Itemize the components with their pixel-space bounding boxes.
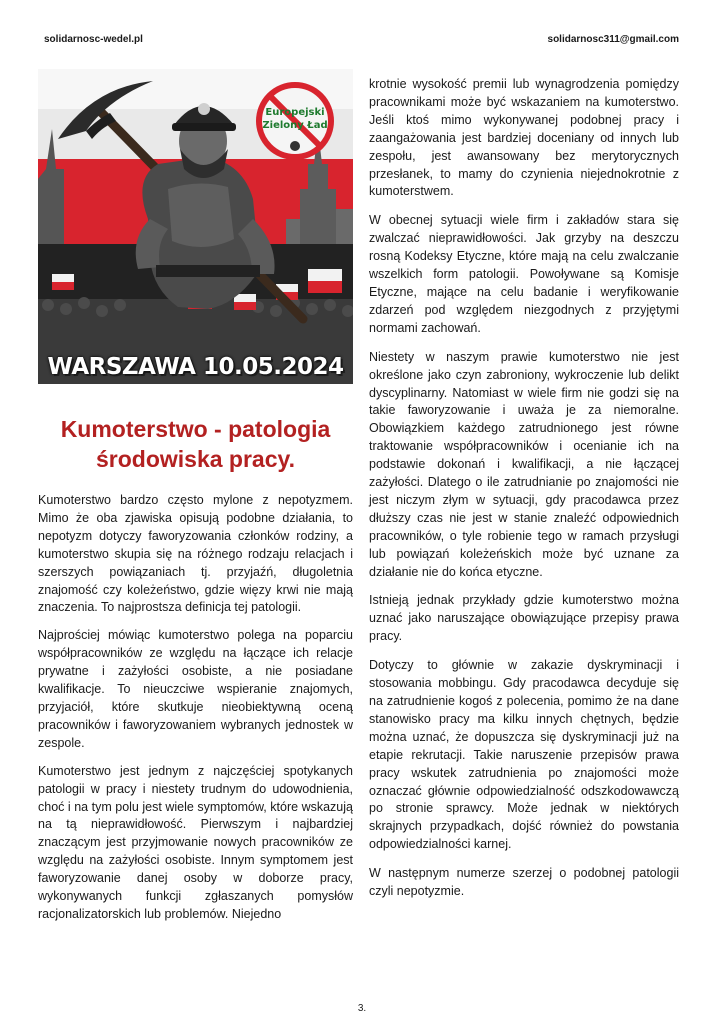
article-paragraph: W obecnej sytuacji wiele firm i zakładów stara się zwalczać nieprawidłowości. Jak grzyby na deszczu rosną Kodeksy Etyczne, które mają na celu zwalczanie wszelkich form patologii. Powoływane są Komisje Etyczne, mające na celu badanie i weryfikowanie zdarzeń pod względem niezgodnych z przyjętymi normami zachowań. [369, 213, 679, 335]
left-column [38, 69, 353, 934]
article-paragraph: Dotyczy to głównie w zakazie dyskryminacji i stosowania mobbingu. Gdy pracodawca decyduje się na zatrudnienie kogoś z polecenia, pomimo że na dane stanowisko pracy ma kilku innych chętnych, będzie można uznać, że dopuszcza się dyskryminacji już na etapie rekrutacji. Takie naruszenie przepisów prawa pracy wskutek zatrudnienia po znajomości może oznaczać głównie odpowiedzialność odszkodowawczą po stronie sprawcy. Może jednak w niektórych skrajnych przypadkach, dojść również do powstania odpowiedzialności karnej. [369, 658, 679, 852]
header-website: solidarnosc-wedel.pl [44, 34, 143, 45]
article-title-line2: środowiska pracy. [96, 446, 295, 472]
poster-image [38, 69, 353, 384]
header-email: solidarnosc311@gmail.com [547, 34, 679, 45]
article-paragraph: Kumoterstwo bardzo często mylone z nepotyzmem. Mimo że oba zjawiska opisują podobne działania, to nepotyzm dotyczy faworyzowania członków rodziny, a kumoterstwo skupia się na różnego rodzaju relacjach i szerszych powiązaniach tj. przyjaźń, długoletnia znajomość czy koleżeństwo, gdzie więzy krwi nie mają znaczenia. To najprostsza definicja tej patologii. [38, 493, 353, 615]
right-column [369, 76, 679, 912]
poster-caption: WARSZAWA 10.05.2024 [47, 354, 344, 380]
article-title-line1: Kumoterstwo - patologia [60, 416, 331, 442]
article-paragraph: Niestety w naszym prawie kumoterstwo nie jest określone jako czyn zabroniony, wykroczenie lub delikt dyscyplinarny. Natomiast w wiele firm nie godzi się na takie faworyzowanie i uważa je za niemoralne. Obowiązkiem każdego zatrudnionego jest równe traktowanie współpracowników i ocenianie ich na podstawie dokonań i kwalifikacji, a nie łączącej zażyłości. Dlatego o ile zatrudnianie po znajomości nie jest niczym złym w sytuacji, gdy pracodawca przez dłuższy czas nie jest w stanie znaleźć odpowiednich pracowników, o tyle robienie tego w ramach przysługi lub powiązań koleżeńskich może być uznane za działanie nie do końca etyczne. [369, 349, 679, 579]
article-paragraph: W następnym numerze szerzej o podobnej patologii czyli nepotyzmie. [369, 866, 679, 899]
poster-illustration [38, 69, 353, 384]
article-paragraph: Istnieją jednak przykłady gdzie kumoterstwo można uznać jako naruszające obowiązujące przepisy prawa pracy. [369, 593, 679, 644]
article-title [38, 414, 353, 474]
sign-text-line1: Europejski [265, 107, 325, 118]
page-number: 3. [357, 1003, 367, 1014]
sign-text-line2: Zielony Ład [262, 120, 328, 131]
article-paragraph: Kumoterstwo jest jednym z najczęściej spotykanych patologii w pracy i niestety trudnym do udowodnienia, choć i na tym polu jest wiele symptomów, które wskazują na tą nieprawidłowość. Pierwszym i najbardziej znaczącym jest przyjmowanie nowych pracowników ze względu na zażyłości osobiste. Innym symptomem jest faworyzowanie danej osoby w doborze pracy, wykonywanych funkcji zgłaszanych pomysłów racjonalizatorskich lub problemów. Niejedno [38, 763, 353, 921]
page-header [44, 34, 679, 48]
article-paragraph: krotnie wysokość premii lub wynagrodzenia pomiędzy pracownikami może być wskazaniem na kumoterstwo. Jeśli ktoś mimo wykonywanej podobnej pracy i zaangażowania jest bardziej doceniany od innych lub zespołu, jest awansowany bez merytorycznych przesłanek, to mamy do czynienia niejednokrotnie z kumoterstwem. [369, 77, 679, 199]
article-paragraph: Najprościej mówiąc kumoterstwo polega na poparciu współpracowników ze względu na łączące ich relacje prywatne i zażyłości osobiste, a nie posiadane kwalifikacje. To nieuczciwe wspieranie znajomych, przyjaciół, które skutkuje nieobiektywną oceną pracowników i faworyzowaniem wybranych jednostek w zespole. [38, 628, 353, 750]
